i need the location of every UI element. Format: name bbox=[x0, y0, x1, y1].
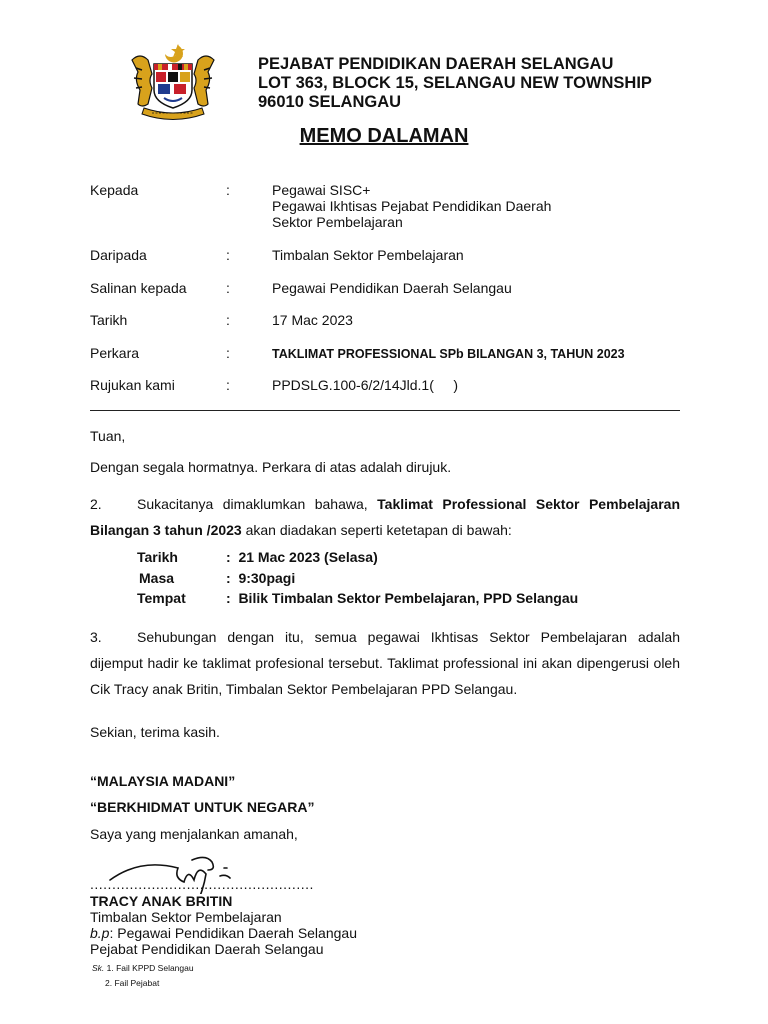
left-tiger-icon bbox=[132, 56, 152, 106]
perkara-label: Perkara bbox=[90, 345, 140, 361]
detail-tarikh-value: : 21 Mac 2023 (Selasa) bbox=[226, 549, 378, 565]
colon: : bbox=[226, 280, 230, 296]
bp-text: : Pegawai Pendidikan Daerah Selangau bbox=[109, 925, 357, 941]
rujukan-value: PPDSLG.100-6/2/14Jld.1( ) bbox=[272, 377, 458, 393]
right-tiger-icon bbox=[194, 56, 214, 106]
colon: : bbox=[226, 182, 230, 198]
office-name: PEJABAT PENDIDIKAN DAERAH SELANGAU bbox=[258, 55, 614, 73]
opening-line: Dengan segala hormatnya. Perkara di atas adalah dirujuk. bbox=[90, 459, 452, 475]
detail-tempat-value: : Bilik Timbalan Sektor Pembelajaran, PPD Selangau bbox=[226, 590, 579, 606]
kepada-value-1: Pegawai SISC+ bbox=[272, 182, 371, 198]
tarikh-label: Tarikh bbox=[90, 312, 128, 328]
salinan-value: Pegawai Pendidikan Daerah Selangau bbox=[272, 280, 512, 296]
signatory-name: TRACY ANAK BRITIN bbox=[90, 893, 233, 909]
kepada-values bbox=[272, 182, 692, 230]
copies-item-1: 1. Fail KPPD Selangau bbox=[106, 963, 194, 973]
detail-masa-label: Masa bbox=[139, 570, 175, 586]
signatory-position: Timbalan Sektor Pembelajaran bbox=[90, 909, 282, 925]
paragraph-2-number: 2. bbox=[90, 496, 102, 512]
paragraph-3-text: Sehubungan dengan itu, semua pegawai Ikhtisas Sektor Pembelajaran adalah dijemput hadir ke taklimat profesional tersebut. Taklimat professional ini akan dipengerusi oleh Cik Tracy anak Britin, Timbalan Sektor Pembelajaran PPD Selangau. bbox=[90, 629, 680, 697]
paragraph-2-bold: Taklimat Professional Sektor Pembelajaran Bilangan 3 tahun /2023 bbox=[90, 496, 681, 538]
colon: : bbox=[226, 377, 230, 393]
paragraph-2-text-a: Sukacitanya dimaklumkan bahawa, bbox=[137, 496, 378, 512]
tarikh-value: 17 Mac 2023 bbox=[272, 312, 353, 328]
daripada-label: Daripada bbox=[90, 247, 147, 263]
motto-ribbon-icon bbox=[142, 108, 204, 120]
perkara-value: TAKLIMAT PROFESSIONAL SPb BILANGAN 3, TAHUN 2023 bbox=[272, 347, 625, 361]
signature-dots: ................................................... bbox=[90, 876, 314, 892]
paragraph-3-number: 3. bbox=[90, 629, 102, 645]
signatory-bp bbox=[90, 925, 680, 941]
paragraph-2 bbox=[90, 491, 680, 543]
address-line2: 96010 SELANGAU bbox=[258, 93, 402, 111]
memo-title: MEMO DALAMAN bbox=[299, 125, 469, 147]
detail-tempat-label: Tempat bbox=[137, 590, 186, 606]
address-line1: LOT 363, BLOCK 15, SELANGAU NEW TOWNSHIP bbox=[258, 74, 652, 92]
rujukan-label: Rujukan kami bbox=[90, 377, 175, 393]
salinan-label: Salinan kepada bbox=[90, 280, 187, 296]
daripada-value: Timbalan Sektor Pembelajaran bbox=[272, 247, 464, 263]
paragraph-2-text-b: akan diadakan seperti ketetapan di bawah: bbox=[241, 522, 512, 538]
slogan-2: “BERKHIDMAT UNTUK NEGARA” bbox=[90, 799, 315, 815]
detail-tarikh-label: Tarikh bbox=[137, 549, 178, 565]
colon: : bbox=[226, 312, 230, 328]
colon: : bbox=[226, 247, 230, 263]
copies-line-1 bbox=[92, 963, 194, 973]
paragraph-3 bbox=[90, 624, 680, 702]
copies-item-2: 2. Fail Pejabat bbox=[105, 978, 160, 988]
signatory-office: Pejabat Pendidikan Daerah Selangau bbox=[90, 941, 324, 957]
trust-line: Saya yang menjalankan amanah, bbox=[90, 826, 298, 842]
kepada-value-2: Pegawai Ikhtisas Pejabat Pendidikan Daerah bbox=[272, 198, 552, 214]
closing-line: Sekian, terima kasih. bbox=[90, 724, 220, 740]
kepada-label: Kepada bbox=[90, 182, 139, 198]
copies-prefix: Sk. bbox=[92, 963, 105, 973]
colon: : bbox=[226, 345, 230, 361]
coat-of-arms-emblem bbox=[118, 40, 228, 125]
salutation: Tuan, bbox=[90, 428, 126, 444]
detail-masa-value: : 9:30pagi bbox=[226, 570, 296, 586]
slogan-1: “MALAYSIA MADANI” bbox=[90, 773, 236, 789]
divider-line bbox=[90, 410, 680, 411]
kepada-value-3: Sektor Pembelajaran bbox=[272, 214, 403, 230]
bp-prefix: b.p bbox=[90, 925, 110, 941]
